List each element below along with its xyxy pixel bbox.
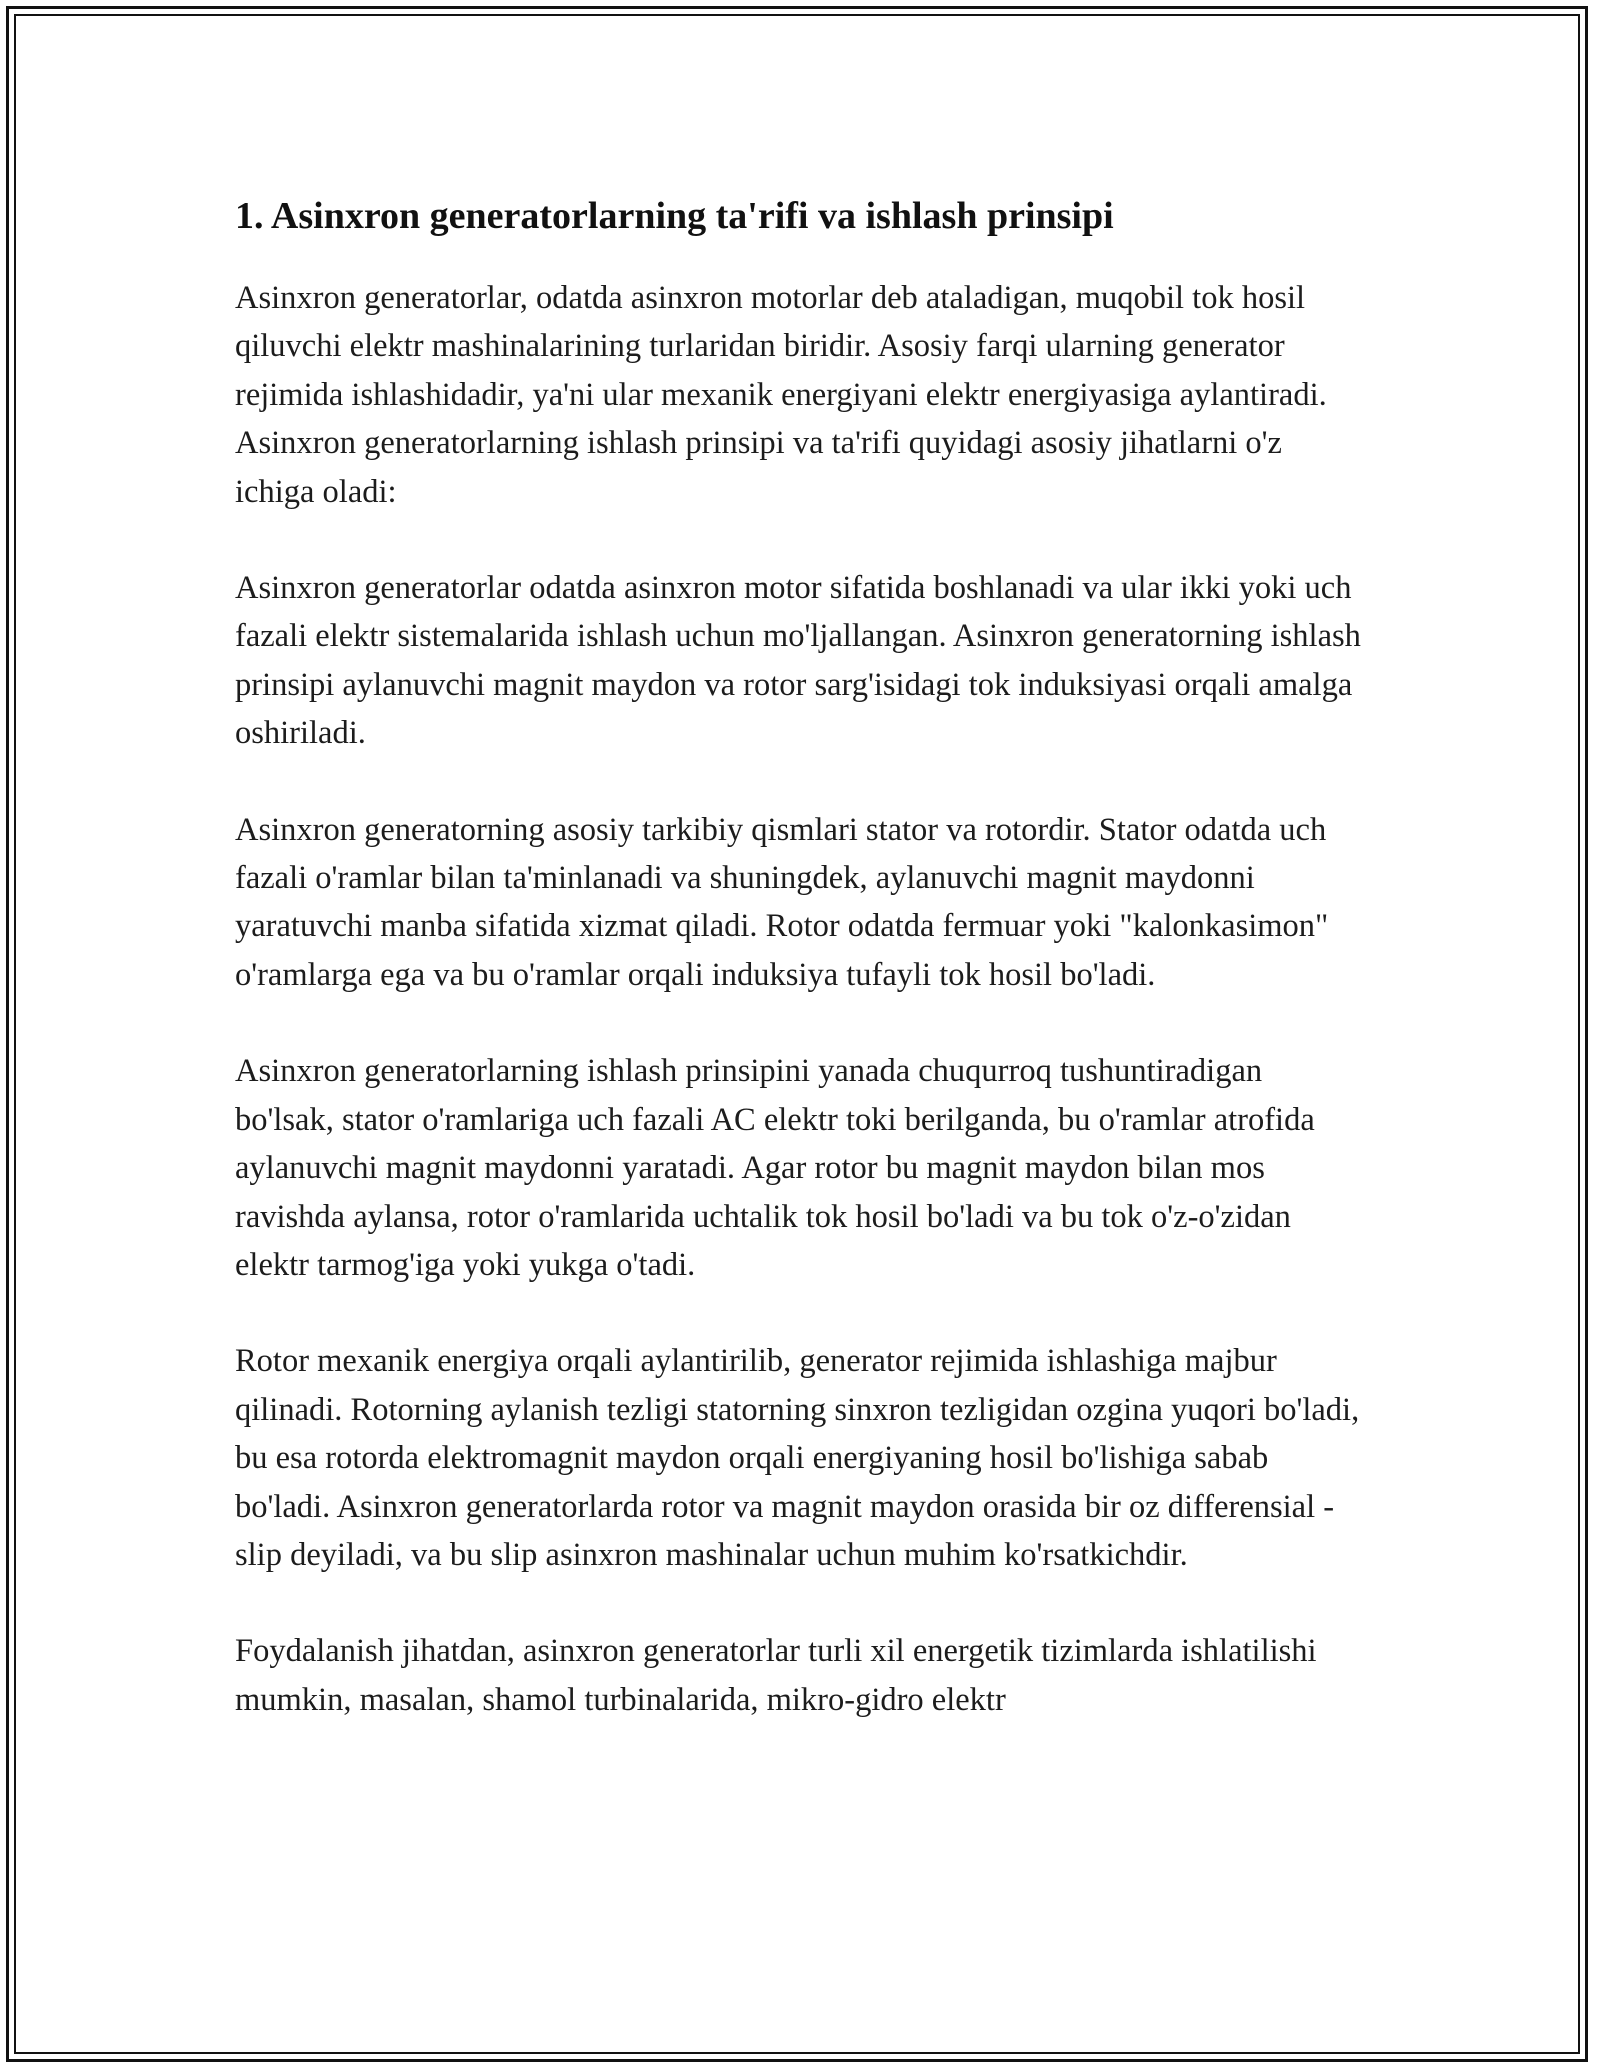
paragraph-slip: Rotor mexanik energiya orqali aylantirilib, generator rejimida ishlashiga majbur qilinadi. Rotorning aylanish tezligi statorning sinxron tezligidan ozgina yuqori bo'ladi, bu esa rotorda elektromagnit maydon orqali energiyaning hosil bo'lishiga sabab bo'ladi. Asinxron generatorlarda rotor va magnit maydon orasida bir oz differensial - slip deyiladi, va bu slip asinxron mashinalar uchun muhim ko'rsatkichdir. (235, 1343, 1360, 1573)
paragraph-working-principle: Asinxron generatorlarning ishlash prinsipini yanada chuqurroq tushuntiradigan bo'lsak, stator o'ramlariga uch fazali AC elektr toki berilganda, bu o'ramlar atrofida aylanuvchi magnit maydonni yaratadi. Agar rotor bu magnit maydon bilan mos ravishda aylansa, rotor o'ramlarida uchtalik tok hosil bo'ladi va bu tok o'z-o'zidan elektr tarmog'iga yoki yukga o'tadi. (235, 1053, 1315, 1283)
section-heading: 1. Asinxron generatorlarning ta'rifi va ishlash prinsipi (235, 195, 1114, 237)
paragraph-stator-rotor: Asinxron generatorning asosiy tarkibiy qismlari stator va rotordir. Stator odatda uch fazali o'ramlar bilan ta'minlanadi va shuningdek, aylanuvchi magnit maydonni yaratuvchi manba sifatida xizmat qiladi. Rotor odatda fermuar yoki "kalonkasimon" o'ramlarga ega va bu o'ramlar orqali induksiya tufayli tok hosil bo'ladi. (235, 811, 1329, 993)
document-body (235, 182, 1365, 1772)
paragraph-definition: Asinxron generatorlar, odatda asinxron motorlar deb ataladigan, muqobil tok hosil qiluvchi elektr mashinalarining turlaridan biridir. Asosiy farqi ularning generator rejimida ishlashidadir, ya'ni ular mexanik energiyani elektr energiyasiga aylantiradi. Asinxron generatorlarning ishlash prinsipi va ta'rifi quyidagi asosiy jihatlarni o'z ichiga oladi: (235, 280, 1327, 510)
paragraph-applications: Foydalanish jihatdan, asinxron generatorlar turli xil energetik tizimlarda ishlatilishi mumkin, masalan, shamol turbinalarida, mikro-gidro elektr (235, 1633, 1317, 1718)
paragraph-motor-start: Asinxron generatorlar odatda asinxron motor sifatida boshlanadi va ular ikki yoki uch fazali elektr sistemalarida ishlash uchun mo'ljallangan. Asinxron generatorning ishlash prinsipi aylanuvchi magnit maydon va rotor sarg'isidagi tok induksiyasi orqali amalga oshiriladi. (235, 570, 1361, 752)
